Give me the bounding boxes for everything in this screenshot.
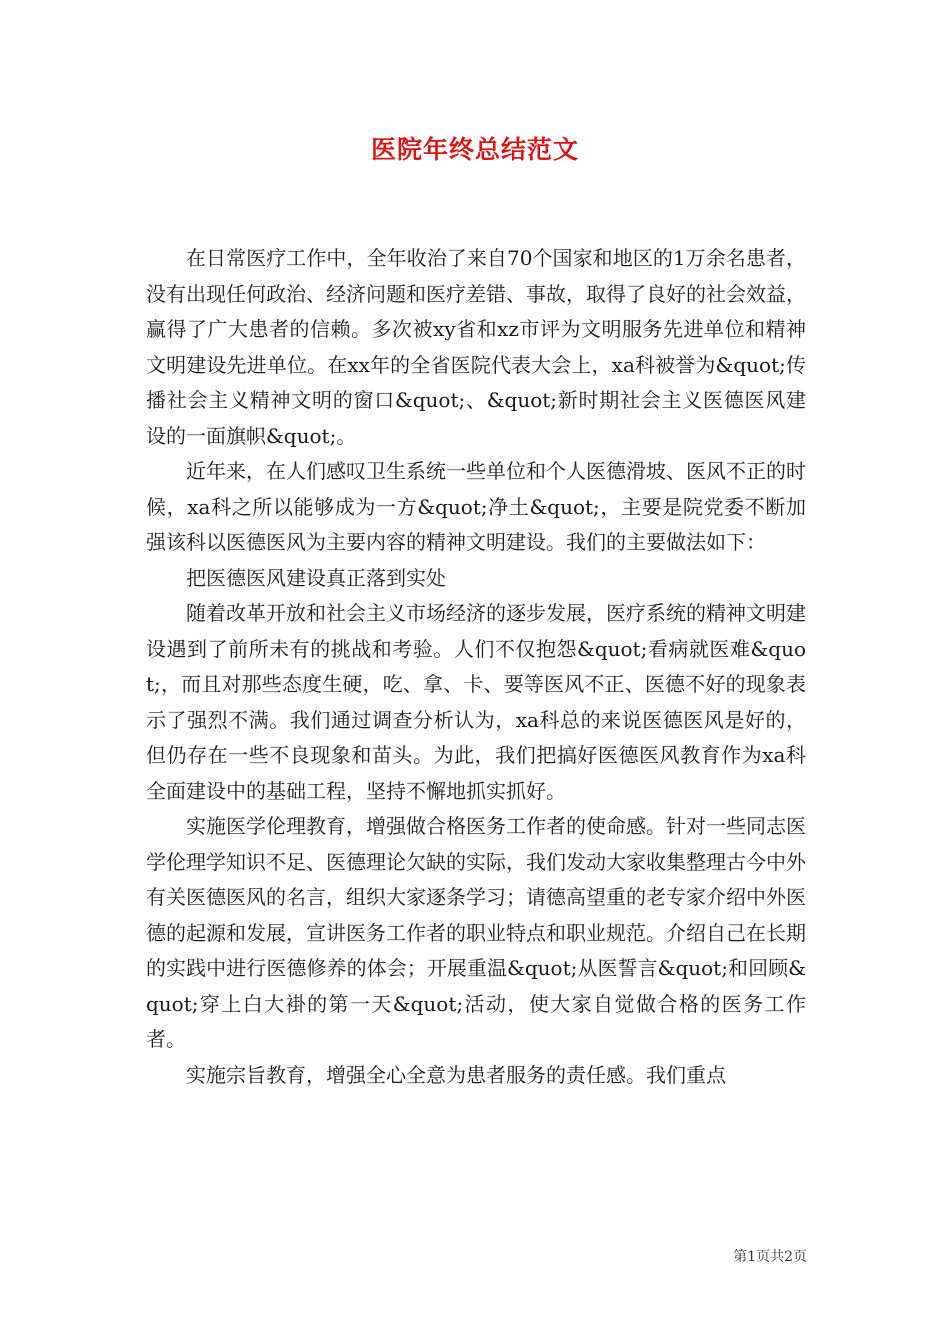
paragraph-reform: 随着改革开放和社会主义市场经济的逐步发展，医疗系统的精神文明建设遇到了前所未有的挑战和考验。人们不仅抱怨&quot;看病就医难&quot;，而且对那些态度生硬，吃、拿、卡、要等医风不正、医德不好的现象表示了强烈不满。我们通过调查分析认为，xa科总的来说医德医风是好的，但仍存在一些不良现象和苗头。为此，我们把搞好医德医风教育作为xa科全面建设中的基础工程，坚持不懈地抓实抓好。 <box>146 601 806 803</box>
document-body <box>146 241 806 1093</box>
page-number-footer: 第1页共2页 <box>733 1249 807 1265</box>
paragraph-recent-years: 近年来，在人们感叹卫生系统一些单位和个人医德滑坡、医风不正的时候，xa科之所以能够成为一方&quot;净土&quot;，主要是院党委不断加强该科以医德医风为主要内容的精神文明建设。我们的主要做法如下： <box>146 459 806 554</box>
document-title: 医院年终总结范文 <box>370 135 579 164</box>
paragraph-ethics-education: 实施医学伦理教育，增强做合格医务工作者的使命感。针对一些同志医学伦理学知识不足、医德理论欠缺的实际，我们发动大家收集整理古今中外有关医德医风的名言，组织大家逐条学习；请德高望重的老专家介绍中外医德的起源和发展，宣讲医务工作者的职业特点和职业规范。介绍自己在长期的实践中进行医德修养的体会；开展重温&quot;从医誓言&quot;和回顾&quot;穿上白大褂的第一天&quot;活动，使大家自觉做合格的医务工作者。 <box>146 814 806 1051</box>
paragraph-purpose-education: 实施宗旨教育，增强全心全意为患者服务的责任感。我们重点 <box>186 1062 726 1087</box>
section-heading: 把医德医风建设真正落到实处 <box>186 565 446 590</box>
paragraph-intro: 在日常医疗工作中，全年收治了来自70个国家和地区的1万余名患者，没有出现任何政治、经济问题和医疗差错、事故，取得了良好的社会效益，赢得了广大患者的信赖。多次被xy省和xz市评为文明服务先进单位和精神文明建设先进单位。在xx年的全省医院代表大会上，xa科被誉为&quot;传播社会主义精神文明的窗口&quot;、&quot;新时期社会主义医德医风建设的一面旗帜&quot;。 <box>146 246 806 448</box>
